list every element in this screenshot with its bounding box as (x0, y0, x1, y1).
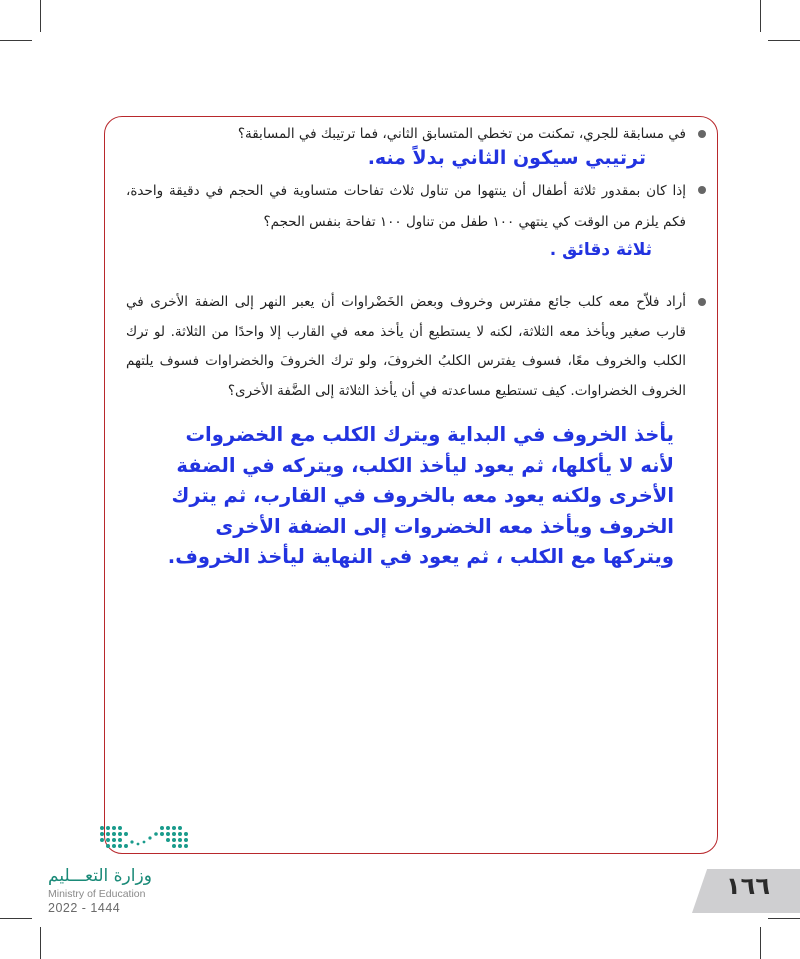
crop-mark (760, 927, 761, 959)
bullet-icon (698, 186, 706, 194)
crop-mark (0, 918, 32, 919)
crop-mark (40, 927, 41, 959)
edition-year: 2022 - 1444 (48, 901, 121, 915)
question-1 (126, 120, 708, 149)
answer-2: ثلاثة دقائق . (549, 240, 652, 260)
crop-mark (40, 0, 41, 32)
crop-mark (0, 40, 32, 41)
bullet-icon (698, 130, 706, 138)
question-3 (126, 288, 708, 406)
answer-3: يأخذ الخروف في البداية ويترك الكلب مع الخضروات لأنه لا يأكلها، ثم يعود ليأخذ الكلب، ويتركه في الضفة الأخرى ولكنه يعود معه بالخروف في القارب، ثم يترك الخروف ويأخذ معه الخضروات إلى الضفة الأخرى ويتركها مع الكلب ، ثم يعود في النهاية ليأخذ الخروف. (167, 423, 674, 568)
ministry-branding (48, 866, 152, 915)
ministry-name-arabic: وزارة التعـــليم (48, 866, 152, 886)
question-text: أراد فلاّح معه كلب جائع مفترس وخروف وبعض الخَضْراوات أن يعبر النهر إلى الضفة الأخرى في قارب صغير ويأخذ معه الثلاثة، لكنه لا يستطيع أن يأخذ معه في القارب إلا واحدًا من الثلاثة. لو ترك الكلب والخروف معًا، فسوف يفترس الكلبُ الخروفَ، ولو ترك الخروفَ والخضراوات فسوف يلتهم الخروف الخضراوات. كيف تستطيع مساعدته في أن يأخذ الثلاثة إلى الضَّفة الأخرى؟ (126, 294, 686, 399)
question-2 (126, 176, 708, 238)
page-number: ١٦٦ (726, 872, 770, 900)
ministry-name-english: Ministry of Education (48, 888, 146, 900)
answer-1: ترتيبي سيكون الثاني بدلاً منه. (367, 147, 646, 169)
question-text: إذا كان بمقدور ثلاثة أطفال أن ينتهوا من تناول ثلاث تفاحات متساوية في الحجم في دقيقة واحدة، فكم يلزم من الوقت كي ينتهي ١٠٠ طفل من تناول ١٠٠ تفاحة بنفس الحجم؟ (126, 183, 686, 230)
crop-mark (768, 40, 800, 41)
bullet-icon (698, 298, 706, 306)
ministry-logo-icon (96, 822, 192, 862)
crop-mark (760, 0, 761, 32)
question-text: في مسابقة للجري، تمكنت من تخطي المتسابق الثاني، فما ترتيبك في المسابقة؟ (237, 126, 686, 142)
crop-mark (768, 918, 800, 919)
questions-section (126, 118, 708, 573)
